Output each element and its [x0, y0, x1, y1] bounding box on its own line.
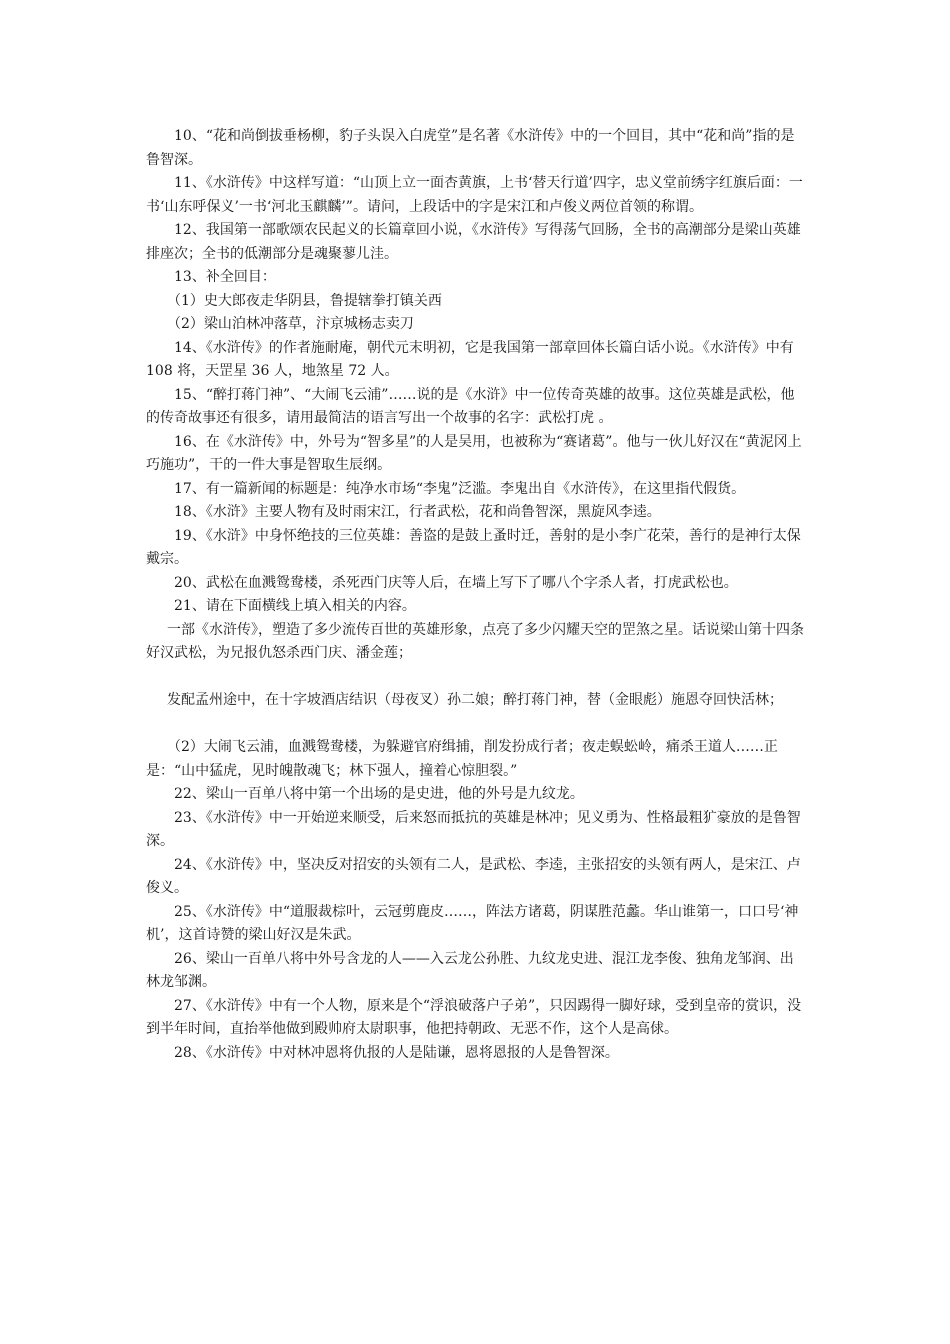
question-17: 17、有一篇新闻的标题是：纯净水市场“李鬼”泛滥。李鬼出自《水浒传》，在这里指代假货。 — [174, 480, 746, 497]
question-27: 27、《水浒传》中有一个人物，原来是个“浮浪破落户子弟”，只因踢得一脚好球，受到皇帝的赏识，没到半年时间，直抬举他做到殿帅府太尉职事，他把持朝政、无恶不作，这个人是高俅。 — [146, 997, 802, 1037]
passage-21-intro: 一部《水浒传》，塑造了多少流传百世的英雄形象，点亮了多少闪耀天空的罡煞之星。话说梁山第十四条好汉武松，为兄报仇怒杀西门庆、潘金莲； — [146, 621, 804, 661]
question-24: 24、《水浒传》中，坚决反对招安的头领有二人，是武松、李逵，主张招安的头领有两人，是宋江、卢俊义。 — [146, 856, 801, 896]
question-25: 25、《水浒传》中“道服裁棕叶，云冠剪鹿皮……，阵法方诸葛，阴谋胜范蠡。华山谁第一，口口号‘神机’，这首诗赞的梁山好汉是朱武。 — [146, 903, 799, 943]
answer-13-2: （2）梁山泊林冲落草，汴京城杨志卖刀 — [167, 316, 414, 332]
question-12: 12、我国第一部歌颂农民起义的长篇章回小说，《水浒传》写得荡气回肠，全书的高潮部分是梁山英雄排座次；全书的低潮部分是魂聚蓼儿洼。 — [146, 222, 801, 262]
question-13: 13、补全回目： — [174, 269, 276, 285]
question-19: 19、《水浒》中身怀绝技的三位英雄：善盗的是鼓上蚤时迁，善射的是小李广花荣，善行的是神行太保戴宗。 — [146, 527, 801, 567]
question-28: 28、《水浒传》中对林冲恩将仇报的人是陆谦，恩将恩报的人是鲁智深。 — [174, 1044, 619, 1061]
passage-21-part2: （2）大闹飞云浦，血溅鸳鸯楼，为躲避官府缉捕，削发扮成行者；夜走蜈蚣岭，痛杀王道人……正是：“山中猛虎，见时魄散魂飞；林下强人，撞着心惊胆裂。” — [146, 739, 778, 779]
question-16: 16、在《水浒传》中，外号为“智多星”的人是吴用，也被称为“赛诸葛”。他与一伙儿好汉在“黄泥冈上巧施功”，干的一件大事是智取生辰纲。 — [146, 433, 802, 473]
passage-21-part1: 发配孟州途中，在十字坡酒店结识（母夜叉）孙二娘；醉打蒋门神，替（金眼彪）施恩夺回快活林； — [167, 692, 783, 708]
question-20: 20、武松在血溅鸳鸯楼，杀死西门庆等人后，在墙上写下了哪八个字杀人者，打虎武松也。 — [174, 574, 738, 591]
question-21: 21、请在下面横线上填入相关的内容。 — [174, 598, 416, 614]
question-26: 26、梁山一百单八将中外号含龙的人——入云龙公孙胜、九纹龙史进、混江龙李俊、独角龙邹润、出林龙邹渊。 — [146, 950, 794, 990]
document-page — [146, 125, 806, 1065]
question-18: 18、《水浒》主要人物有及时雨宋江，行者武松，花和尚鲁智深，黑旋风李逵。 — [174, 504, 661, 520]
answer-13-1: （1）史大郎夜走华阴县，鲁提辖拳打镇关西 — [167, 292, 442, 309]
spacer — [146, 713, 806, 737]
question-11: 11、《水浒传》中这样写道：“山顶上立一面杏黄旗，上书‘替天行道’四字，忠义堂前绣字红旗后面：一书‘山东呼保义’一书‘河北玉麒麟’”。请问，上段话中的字是宋江和卢俊义两位首领的称谓。 — [146, 175, 803, 215]
question-23: 23、《水浒传》中一开始逆来顺受，后来怒而抵抗的英雄是林冲；见义勇为、性格最粗犷豪放的是鲁智深。 — [146, 809, 801, 849]
question-22: 22、梁山一百单八将中第一个出场的是史进，他的外号是九纹龙。 — [174, 786, 584, 802]
question-14: 14、《水浒传》的作者施耐庵，朝代元末明初，它是我国第一部章回体长篇白话小说。《水浒传》中有 108 将，天罡星 36 人，地煞星 72 人。 — [146, 339, 794, 379]
spacer — [146, 666, 806, 690]
question-10: 10、“花和尚倒拔垂杨柳，豹子头误入白虎堂”是名著《水浒传》中的一个回目，其中“花和尚”指的是鲁智深。 — [146, 128, 795, 168]
question-15: 15、“醉打蒋门神”、“大闹飞云浦”……说的是《水浒》中一位传奇英雄的故事。这位英雄是武松，他的传奇故事还有很多，请用最简洁的语言写出一个故事的名字：武松打虎 。 — [146, 386, 795, 426]
